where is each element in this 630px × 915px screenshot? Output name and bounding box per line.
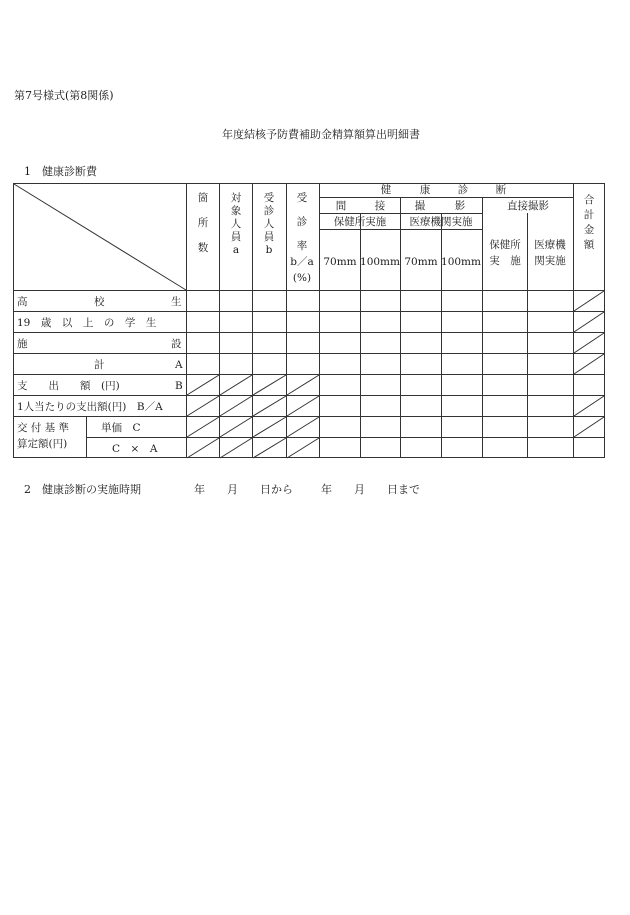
header-70mm-a: 70mm [323,256,357,268]
header-taisho-4: 員 [230,231,242,243]
header-kenko-4: 断 [495,184,507,196]
year-until-label: 年 [321,483,332,496]
header-jushin-5: b [265,244,273,256]
header-70mm-b: 70mm [404,256,438,268]
header-kansetsu-2: 接 [374,200,386,212]
row-koko-2: 校 [94,296,105,308]
header-jushin-4: 員 [263,231,275,243]
header-iryokikan2-1: 医療機 [534,239,566,251]
header-ritsu-5: (%) [292,272,312,284]
month-from-label: 月 [227,483,238,496]
header-hokenjo2-1: 保健所 [489,239,521,251]
row-per-person: 1人当たりの支出額(円) B／A [17,401,163,413]
header-100mm-a: 100mm [360,256,400,268]
header-diagonal [14,184,186,290]
header-chokusetsu: 直接撮影 [507,200,549,212]
header-jushin-3: 人 [263,218,275,230]
header-taisho-3: 人 [230,218,242,230]
row-shishutsu-letter: B [175,380,183,392]
day-until-label: 日まで [387,483,420,496]
header-100mm-b: 100mm [441,256,481,268]
header-taisho-2: 象 [230,205,242,217]
header-ritsu-2: 診 [296,216,308,228]
row-tanka: 単価 C [101,422,141,434]
header-hokenjo-jisshi: 保健所実施 [333,216,387,228]
header-ritsu-1: 受 [296,192,308,204]
year-from-label: 年 [194,483,205,496]
row-kofu-2: 算定額(円) [17,438,68,450]
row-cxa: C × A [112,443,158,455]
header-ritsu-3: 率 [296,240,308,252]
document-title: 年度結核予防費補助金精算額算出明細書 [222,128,420,141]
header-kasho-1: 箇 [197,192,209,204]
section-1-heading: 1 健康診断費 [24,165,97,178]
row-kofu-1: 交 付 基 準 [17,422,70,434]
header-jushin-1: 受 [263,192,275,204]
header-iryokikan-jisshi: 医療機関実施 [409,216,473,228]
month-until-label: 月 [354,483,365,496]
header-gokei-2: 計 [583,209,595,221]
header-kansetsu-1: 間 [335,200,347,212]
header-kasho-3: 数 [197,242,209,254]
row-over19: 19 歳 以 上 の 学 生 [17,317,157,329]
section-2-label: 2 健康診断の実施時期 [24,483,141,496]
header-hokenjo2-2: 実 施 [489,255,521,267]
header-kenko-1: 健 [380,184,392,196]
row-koko-3: 生 [171,296,182,308]
header-ritsu-4: b／a [290,256,314,268]
header-taisho-5: a [232,244,240,256]
day-from-label: 日から [260,483,293,496]
total-col-diagonals [574,291,604,437]
header-iryokikan2-2: 関実施 [534,255,566,267]
header-kenko-3: 診 [457,184,469,196]
row-kei-letter: A [175,359,183,371]
row-shishutsu: 支 出 額 (円) [17,380,120,392]
row-koko-1: 高 [17,296,28,308]
header-taisho-1: 対 [230,192,242,204]
header-jushin-2: 診 [263,205,275,217]
row-kei: 計 [94,359,105,371]
header-kenko-2: 康 [419,184,431,196]
header-gokei-4: 額 [583,239,595,251]
row-shisetsu-1: 施 [17,338,28,350]
header-gokei-3: 金 [583,224,595,236]
header-gokei-1: 合 [583,194,595,206]
row-shisetsu-2: 設 [171,338,182,350]
section-2-period [24,481,420,497]
form-number-label: 第7号様式(第8関係) [14,89,114,102]
header-kansetsu-4: 影 [454,200,466,212]
header-kansetsu-3: 撮 [414,200,426,212]
header-kasho-2: 所 [197,217,209,229]
